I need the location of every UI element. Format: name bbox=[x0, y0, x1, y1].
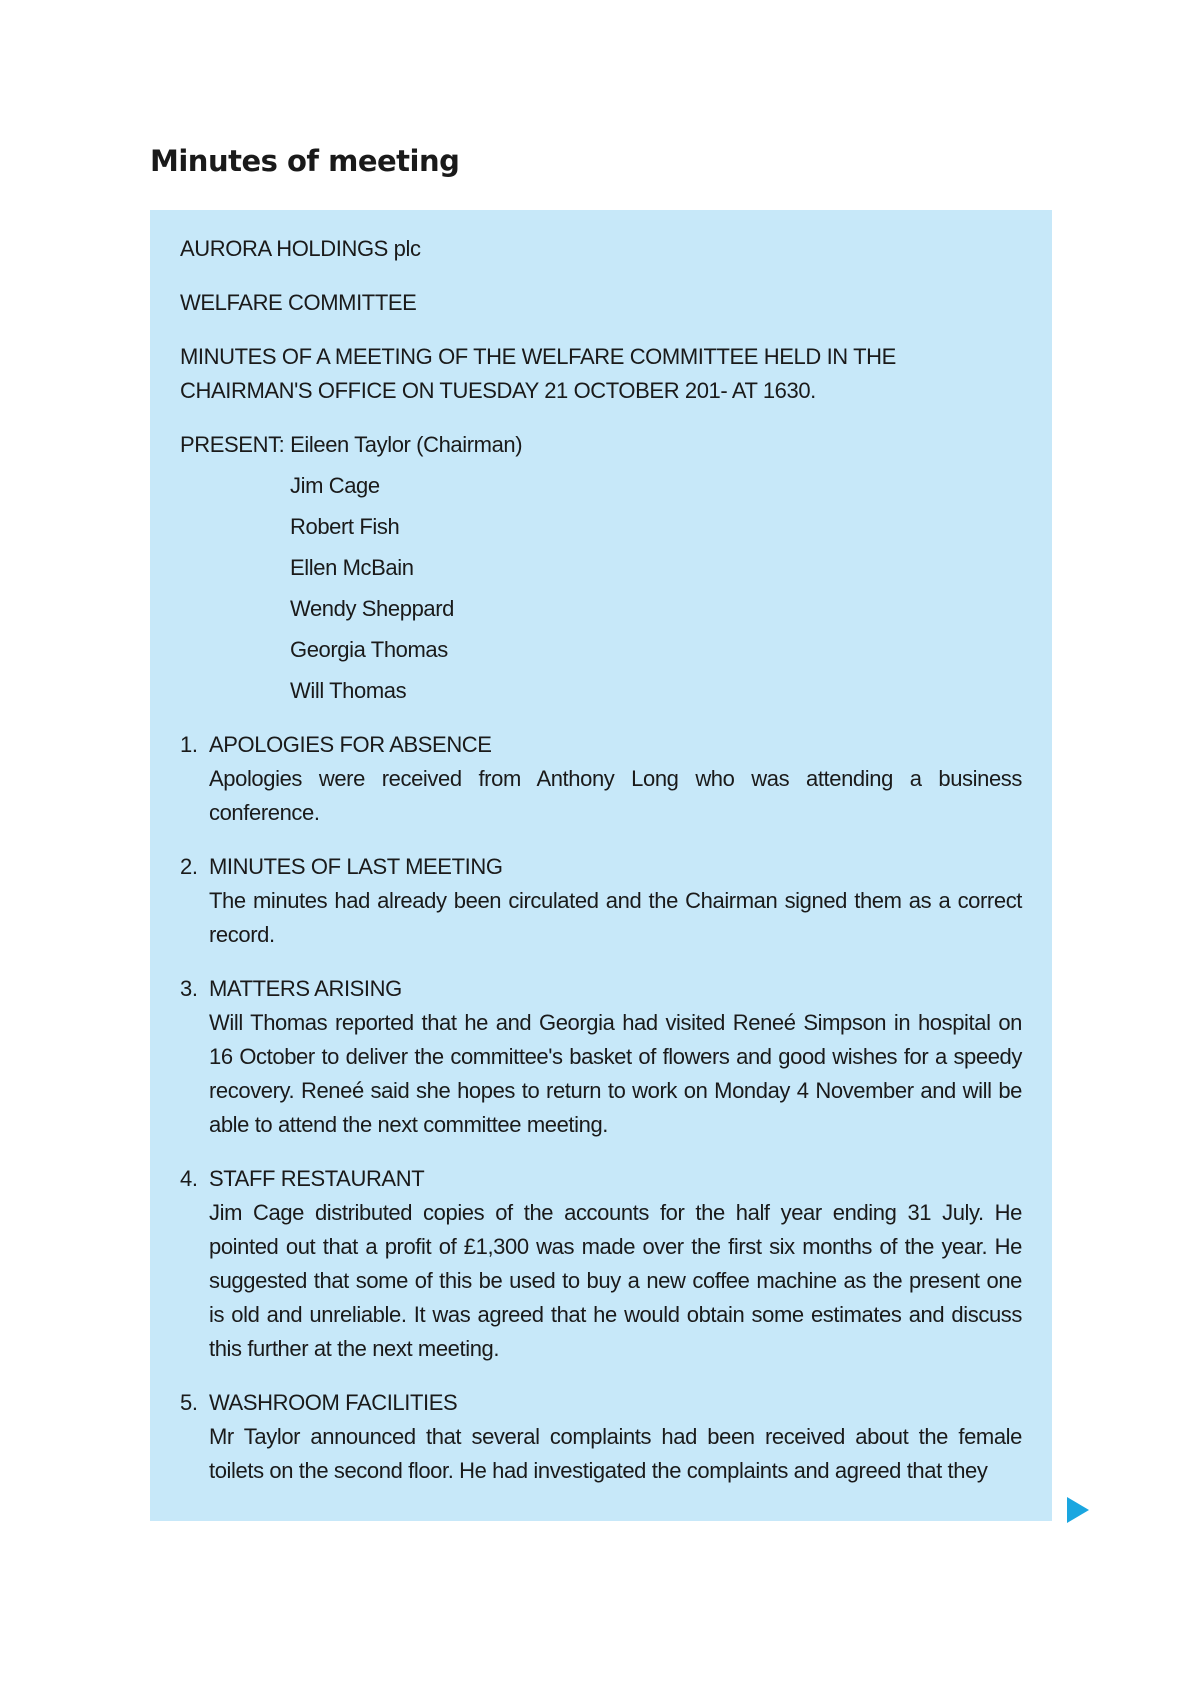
attendee: Wendy Sheppard bbox=[290, 596, 454, 621]
item-number: 3. bbox=[180, 976, 198, 1001]
agenda-item bbox=[180, 850, 1022, 952]
agenda-item bbox=[180, 1162, 1022, 1366]
attendee: Georgia Thomas bbox=[290, 637, 448, 662]
play-arrow-icon[interactable] bbox=[1067, 1497, 1089, 1523]
item-title: STAFF RESTAURANT bbox=[209, 1166, 425, 1191]
attendee: Robert Fish bbox=[290, 514, 400, 539]
minutes-heading-line: CHAIRMAN'S OFFICE ON TUESDAY 21 OCTOBER 201- AT 1630. bbox=[180, 378, 816, 403]
attendee: Will Thomas bbox=[290, 678, 407, 703]
minutes-heading bbox=[180, 340, 1022, 408]
item-title: WASHROOM FACILITIES bbox=[209, 1390, 458, 1415]
present-row bbox=[180, 428, 1022, 462]
item-title: MATTERS ARISING bbox=[209, 976, 402, 1001]
item-body: Will Thomas reported that he and Georgia had visited Reneé Simpson in hospital on 16 October to deliver the committee's basket of flowers and good wishes for a speedy recovery. Reneé said she hopes to return to work on Monday 4 November and will be able to attend the next committee meeting. bbox=[209, 1010, 1022, 1137]
page-title: Minutes of meeting bbox=[150, 144, 460, 178]
item-body: The minutes had already been circulated and the Chairman signed them as a correct record. bbox=[209, 888, 1022, 947]
agenda-item bbox=[180, 728, 1022, 830]
agenda-item bbox=[180, 972, 1022, 1142]
attendee: Ellen McBain bbox=[290, 555, 414, 580]
item-title: MINUTES OF LAST MEETING bbox=[209, 854, 503, 879]
present-label: PRESENT: bbox=[180, 432, 285, 457]
attendee: Jim Cage bbox=[290, 473, 380, 498]
item-number: 5. bbox=[180, 1390, 198, 1415]
item-number: 1. bbox=[180, 732, 198, 757]
item-number: 4. bbox=[180, 1166, 198, 1191]
minutes-heading-line: MINUTES OF A MEETING OF THE WELFARE COMMITTEE HELD IN THE bbox=[180, 344, 896, 369]
item-body: Jim Cage distributed copies of the accounts for the half year ending 31 July. He pointed out that a profit of £1,300 was made over the first six months of the year. He suggested that some of this be used to buy a new coffee machine as the present one is old and unreliable. It was agreed that he would obtain some estimates and discuss this further at the next meeting. bbox=[209, 1200, 1022, 1361]
item-body: Apologies were received from Anthony Long who was attending a business conference. bbox=[209, 766, 1022, 825]
committee-name: WELFARE COMMITTEE bbox=[180, 290, 417, 315]
agenda-item bbox=[180, 1386, 1022, 1488]
item-body: Mr Taylor announced that several complaints had been received about the female toilets on the second floor. He had investigated the complaints and agreed that they bbox=[209, 1424, 1022, 1483]
minutes-panel bbox=[150, 210, 1052, 1521]
company-name: AURORA HOLDINGS plc bbox=[180, 236, 421, 261]
item-number: 2. bbox=[180, 854, 198, 879]
chairman-name: Eileen Taylor (Chairman) bbox=[290, 432, 523, 457]
item-title: APOLOGIES FOR ABSENCE bbox=[209, 732, 492, 757]
